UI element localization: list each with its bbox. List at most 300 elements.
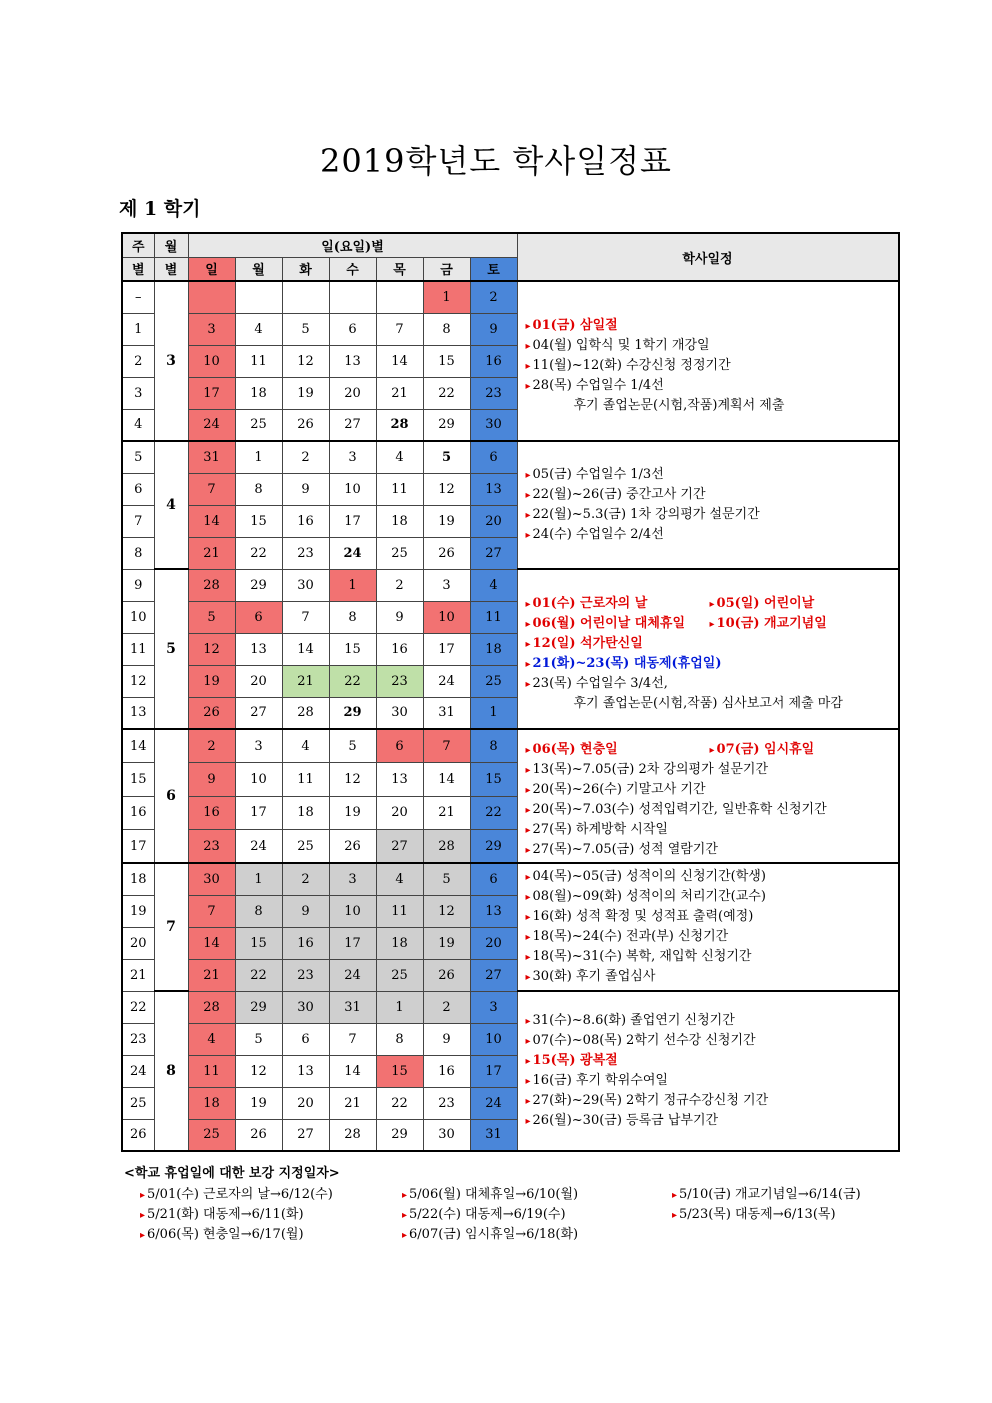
day-cell: 18 bbox=[376, 927, 423, 959]
day-cell: 5 bbox=[188, 601, 235, 633]
schedule-event-text: 22(월)~26(금) 중간고사 기간 bbox=[532, 487, 706, 502]
day-cell: 3 bbox=[329, 863, 376, 895]
day-cell: 9 bbox=[470, 313, 517, 345]
schedule-cell-aug bbox=[517, 991, 899, 1151]
schedule-event bbox=[526, 867, 894, 887]
schedule-cell-mar bbox=[517, 281, 899, 441]
day-cell: 27 bbox=[235, 697, 282, 729]
day-cell: 14 bbox=[376, 345, 423, 377]
day-cell: 4 bbox=[376, 441, 423, 473]
day-cell: 19 bbox=[423, 927, 470, 959]
schedule-event-text: 24(수) 수업일수 2/4선 bbox=[532, 527, 664, 542]
day-cell: 11 bbox=[235, 345, 282, 377]
day-cell: 8 bbox=[376, 1023, 423, 1055]
day-cell: 12 bbox=[329, 763, 376, 797]
schedule-event bbox=[526, 1031, 894, 1051]
schedule-event-text: 30(화) 후기 졸업심사 bbox=[532, 969, 656, 984]
day-header-mon: 월 bbox=[235, 257, 282, 281]
day-cell: 2 bbox=[282, 863, 329, 895]
day-cell: 24 bbox=[329, 537, 376, 569]
day-cell: 27 bbox=[470, 537, 517, 569]
bullet-triangle-icon: ▸ bbox=[525, 598, 531, 610]
day-cell: 5 bbox=[282, 313, 329, 345]
schedule-event bbox=[526, 634, 894, 654]
day-cell: 2 bbox=[423, 991, 470, 1023]
day-cell: 25 bbox=[235, 409, 282, 441]
schedule-event-text: 04(목)~05(금) 성적이의 신청기간(학생) bbox=[532, 869, 766, 884]
schedule-event bbox=[526, 820, 894, 840]
month-label: 7 bbox=[154, 863, 188, 991]
day-cell: 1 bbox=[376, 991, 423, 1023]
day-cell: 26 bbox=[235, 1119, 282, 1151]
makeup-item bbox=[672, 1205, 836, 1225]
day-cell: 2 bbox=[376, 569, 423, 601]
day-cell: 1 bbox=[329, 569, 376, 601]
day-cell: 24 bbox=[470, 1087, 517, 1119]
bullet-triangle-icon: ▸ bbox=[672, 1210, 678, 1221]
week-number: 14 bbox=[122, 729, 154, 763]
day-cell bbox=[235, 281, 282, 313]
bullet-triangle-icon: ▸ bbox=[525, 1116, 531, 1127]
day-cell: 30 bbox=[282, 991, 329, 1023]
day-header-tue: 화 bbox=[282, 257, 329, 281]
makeup-item-text: 6/06(목) 현충일→6/17(월) bbox=[147, 1227, 304, 1242]
makeup-item bbox=[672, 1185, 861, 1205]
bullet-triangle-icon: ▸ bbox=[525, 805, 531, 816]
schedule-event bbox=[526, 316, 894, 336]
day-header-thu: 목 bbox=[376, 257, 423, 281]
schedule-event bbox=[526, 465, 894, 485]
makeup-item bbox=[402, 1205, 672, 1225]
schedule-event-text: 07(금) 임시휴일 bbox=[716, 742, 815, 757]
day-cell: 7 bbox=[188, 895, 235, 927]
day-cell: 26 bbox=[423, 959, 470, 991]
makeup-item-text: 6/07(금) 임시휴일→6/18(화) bbox=[409, 1227, 579, 1242]
schedule-event bbox=[526, 1091, 894, 1111]
bullet-triangle-icon: ▸ bbox=[525, 912, 531, 923]
bullet-triangle-icon: ▸ bbox=[140, 1190, 146, 1201]
day-cell: 15 bbox=[329, 633, 376, 665]
day-cell: 16 bbox=[470, 345, 517, 377]
schedule-event bbox=[526, 654, 894, 674]
day-cell: 16 bbox=[376, 633, 423, 665]
schedule-event bbox=[526, 740, 710, 760]
bullet-triangle-icon: ▸ bbox=[709, 598, 715, 610]
day-cell: 17 bbox=[329, 927, 376, 959]
day-cell: 17 bbox=[423, 633, 470, 665]
schedule-event-text: 후기 졸업논문(시험,작품) 심사보고서 제출 마감 bbox=[573, 695, 843, 711]
day-cell: 9 bbox=[423, 1023, 470, 1055]
bullet-triangle-icon: ▸ bbox=[525, 360, 531, 372]
schedule-event-text: 28(목) 수업일수 1/4선 bbox=[532, 377, 664, 393]
day-cell: 22 bbox=[235, 537, 282, 569]
day-cell: 20 bbox=[376, 796, 423, 830]
schedule-event bbox=[526, 525, 894, 545]
makeup-days-section bbox=[124, 1162, 894, 1245]
day-cell: 10 bbox=[329, 895, 376, 927]
schedule-event-text: 01(금) 삼일절 bbox=[532, 317, 618, 333]
week-number: 3 bbox=[122, 377, 154, 409]
day-cell: 22 bbox=[470, 796, 517, 830]
day-cell: 12 bbox=[423, 473, 470, 505]
week-row bbox=[122, 281, 899, 313]
bullet-triangle-icon: ▸ bbox=[525, 972, 531, 983]
day-cell: 25 bbox=[282, 830, 329, 864]
day-cell: 8 bbox=[329, 601, 376, 633]
day-cell: 24 bbox=[235, 830, 282, 864]
week-number: 22 bbox=[122, 991, 154, 1023]
day-cell bbox=[329, 281, 376, 313]
month-label: 4 bbox=[154, 441, 188, 569]
day-cell: 25 bbox=[376, 537, 423, 569]
day-cell: 8 bbox=[235, 895, 282, 927]
week-number: 11 bbox=[122, 633, 154, 665]
day-cell: 23 bbox=[423, 1087, 470, 1119]
day-cell: 31 bbox=[188, 441, 235, 473]
day-cell: 1 bbox=[235, 863, 282, 895]
day-cell bbox=[282, 281, 329, 313]
day-cell: 29 bbox=[423, 409, 470, 441]
bullet-triangle-icon: ▸ bbox=[525, 932, 531, 943]
day-cell: 1 bbox=[470, 697, 517, 729]
day-cell: 7 bbox=[282, 601, 329, 633]
day-cell: 5 bbox=[423, 441, 470, 473]
schedule-event-text: 20(목)~26(수) 기말고사 기간 bbox=[532, 782, 706, 797]
schedule-event bbox=[526, 376, 894, 396]
day-cell: 12 bbox=[423, 895, 470, 927]
schedule-event bbox=[526, 614, 710, 634]
day-header-fri: 금 bbox=[423, 257, 470, 281]
day-cell: 15 bbox=[423, 345, 470, 377]
week-number: 13 bbox=[122, 697, 154, 729]
day-cell: 27 bbox=[376, 830, 423, 864]
day-cell: 17 bbox=[235, 796, 282, 830]
day-cell: 10 bbox=[188, 345, 235, 377]
day-cell: 3 bbox=[188, 313, 235, 345]
makeup-row bbox=[124, 1185, 894, 1205]
semester-heading: 제 1 학기 bbox=[119, 198, 201, 220]
day-cell: 13 bbox=[282, 1055, 329, 1087]
schedule-event bbox=[526, 1051, 894, 1071]
day-cell: 18 bbox=[188, 1087, 235, 1119]
day-cell: 16 bbox=[423, 1055, 470, 1087]
day-cell: 5 bbox=[329, 729, 376, 763]
day-cell: 30 bbox=[282, 569, 329, 601]
day-cell: 31 bbox=[329, 991, 376, 1023]
day-cell: 1 bbox=[423, 281, 470, 313]
week-number: 21 bbox=[122, 959, 154, 991]
schedule-event-text: 11(월)~12(화) 수강신청 정정기간 bbox=[532, 357, 731, 373]
schedule-event bbox=[710, 614, 894, 634]
schedule-event-text: 후기 졸업논문(시험,작품)계획서 제출 bbox=[573, 397, 785, 413]
makeup-item-text: 5/01(수) 근로자의 날→6/12(수) bbox=[147, 1187, 333, 1202]
schedule-event bbox=[710, 740, 894, 760]
makeup-row bbox=[124, 1225, 894, 1245]
week-number: 16 bbox=[122, 796, 154, 830]
bullet-triangle-icon: ▸ bbox=[525, 825, 531, 836]
bullet-triangle-icon: ▸ bbox=[525, 530, 531, 541]
day-cell: 7 bbox=[376, 313, 423, 345]
week-header-bottom: 별 bbox=[122, 257, 154, 281]
schedule-event-text: 16(화) 성적 확정 및 성적표 출력(예정) bbox=[532, 909, 754, 924]
schedule-event-text: 16(금) 후기 학위수여일 bbox=[532, 1073, 668, 1088]
week-number: 20 bbox=[122, 927, 154, 959]
month-label: 6 bbox=[154, 729, 188, 863]
makeup-item-text: 5/21(화) 대동제→6/11(화) bbox=[147, 1207, 304, 1222]
week-number: 26 bbox=[122, 1119, 154, 1151]
day-cell: 30 bbox=[423, 1119, 470, 1151]
bullet-triangle-icon: ▸ bbox=[402, 1230, 408, 1241]
schedule-event-text: 10(금) 개교기념일 bbox=[716, 615, 827, 631]
day-cell: 5 bbox=[423, 863, 470, 895]
day-cell: 6 bbox=[329, 313, 376, 345]
day-cell: 21 bbox=[282, 665, 329, 697]
day-cell: 20 bbox=[329, 377, 376, 409]
schedule-event-text: 18(목)~24(수) 전과(부) 신청기간 bbox=[532, 929, 729, 944]
day-cell: 7 bbox=[188, 473, 235, 505]
day-cell: 23 bbox=[282, 959, 329, 991]
week-row bbox=[122, 729, 899, 763]
day-cell: 27 bbox=[329, 409, 376, 441]
day-cell: 9 bbox=[282, 895, 329, 927]
schedule-event-text: 12(일) 석가탄신일 bbox=[532, 635, 643, 651]
schedule-event bbox=[526, 336, 894, 356]
day-cell: 18 bbox=[376, 505, 423, 537]
day-cell: 12 bbox=[188, 633, 235, 665]
day-cell: 21 bbox=[188, 537, 235, 569]
bullet-triangle-icon: ▸ bbox=[525, 380, 531, 392]
schedule-event-pair bbox=[526, 614, 894, 634]
day-cell: 16 bbox=[282, 927, 329, 959]
bullet-triangle-icon: ▸ bbox=[525, 510, 531, 521]
schedule-event bbox=[526, 1071, 894, 1091]
day-cell: 20 bbox=[470, 927, 517, 959]
bullet-triangle-icon: ▸ bbox=[525, 320, 531, 332]
day-cell: 19 bbox=[423, 505, 470, 537]
schedule-event bbox=[526, 907, 894, 927]
week-number: 5 bbox=[122, 441, 154, 473]
day-cell: 30 bbox=[188, 863, 235, 895]
schedule-event-text: 01(수) 근로자의 날 bbox=[532, 595, 648, 611]
bullet-triangle-icon: ▸ bbox=[709, 618, 715, 630]
day-cell: 6 bbox=[470, 863, 517, 895]
day-cell: 28 bbox=[188, 991, 235, 1023]
schedule-event bbox=[526, 760, 894, 780]
day-cell: 24 bbox=[329, 959, 376, 991]
day-cell: 22 bbox=[423, 377, 470, 409]
day-cell: 4 bbox=[282, 729, 329, 763]
week-number: 7 bbox=[122, 505, 154, 537]
bullet-triangle-icon: ▸ bbox=[525, 765, 531, 776]
day-cell: 3 bbox=[235, 729, 282, 763]
day-cell: 21 bbox=[188, 959, 235, 991]
day-cell: 4 bbox=[188, 1023, 235, 1055]
schedule-cell-may bbox=[517, 569, 899, 729]
week-number: 17 bbox=[122, 830, 154, 864]
schedule-event-text: 15(목) 광복절 bbox=[532, 1053, 618, 1068]
bullet-triangle-icon: ▸ bbox=[525, 952, 531, 963]
day-cell: 5 bbox=[235, 1023, 282, 1055]
day-cell: 20 bbox=[470, 505, 517, 537]
week-number: 4 bbox=[122, 409, 154, 441]
week-number: 19 bbox=[122, 895, 154, 927]
day-cell: 8 bbox=[423, 313, 470, 345]
day-cell: 23 bbox=[470, 377, 517, 409]
bullet-triangle-icon: ▸ bbox=[525, 1016, 531, 1027]
day-cell: 22 bbox=[376, 1087, 423, 1119]
day-cell: 10 bbox=[329, 473, 376, 505]
day-cell bbox=[188, 281, 235, 313]
day-cell: 28 bbox=[188, 569, 235, 601]
schedule-event-text: 27(목) 하계방학 시작일 bbox=[532, 822, 668, 837]
schedule-event bbox=[526, 485, 894, 505]
makeup-item-text: 5/10(금) 개교기념일→6/14(금) bbox=[679, 1187, 861, 1202]
bullet-triangle-icon: ▸ bbox=[709, 745, 715, 756]
week-number: 1 bbox=[122, 313, 154, 345]
day-cell: 3 bbox=[470, 991, 517, 1023]
day-cell: 21 bbox=[329, 1087, 376, 1119]
day-cell: 17 bbox=[188, 377, 235, 409]
day-cell: 11 bbox=[188, 1055, 235, 1087]
days-group-header: 일(요일)별 bbox=[188, 233, 517, 257]
day-cell: 18 bbox=[470, 633, 517, 665]
day-cell: 14 bbox=[329, 1055, 376, 1087]
day-cell: 12 bbox=[235, 1055, 282, 1087]
day-cell: 26 bbox=[282, 409, 329, 441]
day-cell: 26 bbox=[188, 697, 235, 729]
makeup-item bbox=[124, 1225, 402, 1245]
schedule-event-pair bbox=[526, 740, 894, 760]
bullet-triangle-icon: ▸ bbox=[525, 1056, 531, 1067]
schedule-event bbox=[526, 840, 894, 860]
schedule-event-text: 27(목)~7.05(금) 성적 열람기간 bbox=[532, 842, 718, 857]
schedule-event bbox=[526, 396, 894, 415]
bullet-triangle-icon: ▸ bbox=[402, 1210, 408, 1221]
schedule-event-text: 21(화)~23(목) 대동제(휴업일) bbox=[532, 655, 722, 671]
bullet-triangle-icon: ▸ bbox=[525, 845, 531, 856]
day-cell: 22 bbox=[235, 959, 282, 991]
schedule-cell-jun bbox=[517, 729, 899, 863]
schedule-event bbox=[526, 887, 894, 907]
day-cell: 3 bbox=[329, 441, 376, 473]
day-cell: 11 bbox=[376, 473, 423, 505]
day-cell: 14 bbox=[188, 927, 235, 959]
day-cell: 29 bbox=[376, 1119, 423, 1151]
day-cell: 2 bbox=[188, 729, 235, 763]
day-cell: 25 bbox=[376, 959, 423, 991]
schedule-event-text: 13(목)~7.05(금) 2차 강의평가 설문기간 bbox=[532, 762, 769, 777]
day-header-sat: 토 bbox=[470, 257, 517, 281]
makeup-item bbox=[124, 1185, 402, 1205]
day-cell: 7 bbox=[423, 729, 470, 763]
bullet-triangle-icon: ▸ bbox=[140, 1230, 146, 1241]
bullet-triangle-icon: ▸ bbox=[525, 638, 531, 650]
day-cell: 20 bbox=[235, 665, 282, 697]
schedule-event-text: 06(월) 어린이날 대체휴일 bbox=[532, 615, 685, 631]
day-cell: 23 bbox=[376, 665, 423, 697]
day-cell: 20 bbox=[282, 1087, 329, 1119]
day-cell: 24 bbox=[423, 665, 470, 697]
makeup-item-text: 5/06(월) 대체휴일→6/10(월) bbox=[409, 1187, 579, 1202]
day-cell: 21 bbox=[376, 377, 423, 409]
day-cell: 13 bbox=[376, 763, 423, 797]
week-header-top: 주 bbox=[122, 233, 154, 257]
bullet-triangle-icon: ▸ bbox=[140, 1210, 146, 1221]
schedule-event bbox=[526, 356, 894, 376]
week-number: 2 bbox=[122, 345, 154, 377]
schedule-header: 학사일정 bbox=[517, 233, 899, 281]
week-number: 8 bbox=[122, 537, 154, 569]
makeup-heading: <학교 휴업일에 대한 보강 지정일자> bbox=[124, 1166, 340, 1181]
day-cell: 23 bbox=[188, 830, 235, 864]
day-cell: 13 bbox=[235, 633, 282, 665]
schedule-event-text: 27(화)~29(목) 2학기 정규수강신청 기간 bbox=[532, 1093, 769, 1108]
day-cell: 17 bbox=[329, 505, 376, 537]
day-cell: 27 bbox=[470, 959, 517, 991]
day-cell: 2 bbox=[470, 281, 517, 313]
day-cell: 18 bbox=[235, 377, 282, 409]
bullet-triangle-icon: ▸ bbox=[525, 1096, 531, 1107]
day-cell: 9 bbox=[282, 473, 329, 505]
schedule-event bbox=[526, 505, 894, 525]
day-cell: 9 bbox=[188, 763, 235, 797]
day-cell: 19 bbox=[188, 665, 235, 697]
bullet-triangle-icon: ▸ bbox=[525, 490, 531, 501]
day-cell: 11 bbox=[376, 895, 423, 927]
bullet-triangle-icon: ▸ bbox=[672, 1190, 678, 1201]
week-row bbox=[122, 863, 899, 895]
bullet-triangle-icon: ▸ bbox=[525, 1076, 531, 1087]
day-cell: 11 bbox=[470, 601, 517, 633]
day-cell: 10 bbox=[423, 601, 470, 633]
day-cell: 11 bbox=[282, 763, 329, 797]
day-cell: 28 bbox=[282, 697, 329, 729]
day-cell: 30 bbox=[470, 409, 517, 441]
day-cell: 29 bbox=[470, 830, 517, 864]
week-number: 18 bbox=[122, 863, 154, 895]
week-number: – bbox=[122, 281, 154, 313]
day-cell: 26 bbox=[329, 830, 376, 864]
schedule-event bbox=[526, 1011, 894, 1031]
day-cell bbox=[376, 281, 423, 313]
day-cell: 31 bbox=[470, 1119, 517, 1151]
schedule-event-text: 08(월)~09(화) 성적이의 처리기간(교수) bbox=[532, 889, 766, 904]
makeup-item-text: 5/23(목) 대동제→6/13(목) bbox=[679, 1207, 836, 1222]
schedule-event bbox=[526, 594, 710, 614]
bullet-triangle-icon: ▸ bbox=[525, 785, 531, 796]
month-header-top: 월 bbox=[154, 233, 188, 257]
bullet-triangle-icon: ▸ bbox=[525, 678, 531, 690]
week-number: 9 bbox=[122, 569, 154, 601]
schedule-event bbox=[526, 694, 894, 713]
schedule-event-text: 26(월)~30(금) 등록금 납부기간 bbox=[532, 1113, 719, 1128]
makeup-row bbox=[124, 1205, 894, 1225]
week-row bbox=[122, 569, 899, 601]
day-cell: 6 bbox=[282, 1023, 329, 1055]
day-cell: 21 bbox=[423, 796, 470, 830]
bullet-triangle-icon: ▸ bbox=[525, 872, 531, 883]
day-cell: 16 bbox=[282, 505, 329, 537]
day-cell: 4 bbox=[376, 863, 423, 895]
day-cell: 28 bbox=[423, 830, 470, 864]
schedule-event-text: 18(목)~31(수) 복학, 재입학 신청기간 bbox=[532, 949, 752, 964]
makeup-item bbox=[402, 1185, 672, 1205]
bullet-triangle-icon: ▸ bbox=[402, 1190, 408, 1201]
bullet-triangle-icon: ▸ bbox=[525, 470, 531, 481]
day-cell: 10 bbox=[235, 763, 282, 797]
day-cell: 22 bbox=[329, 665, 376, 697]
makeup-item-text: 5/22(수) 대동제→6/19(수) bbox=[409, 1207, 566, 1222]
